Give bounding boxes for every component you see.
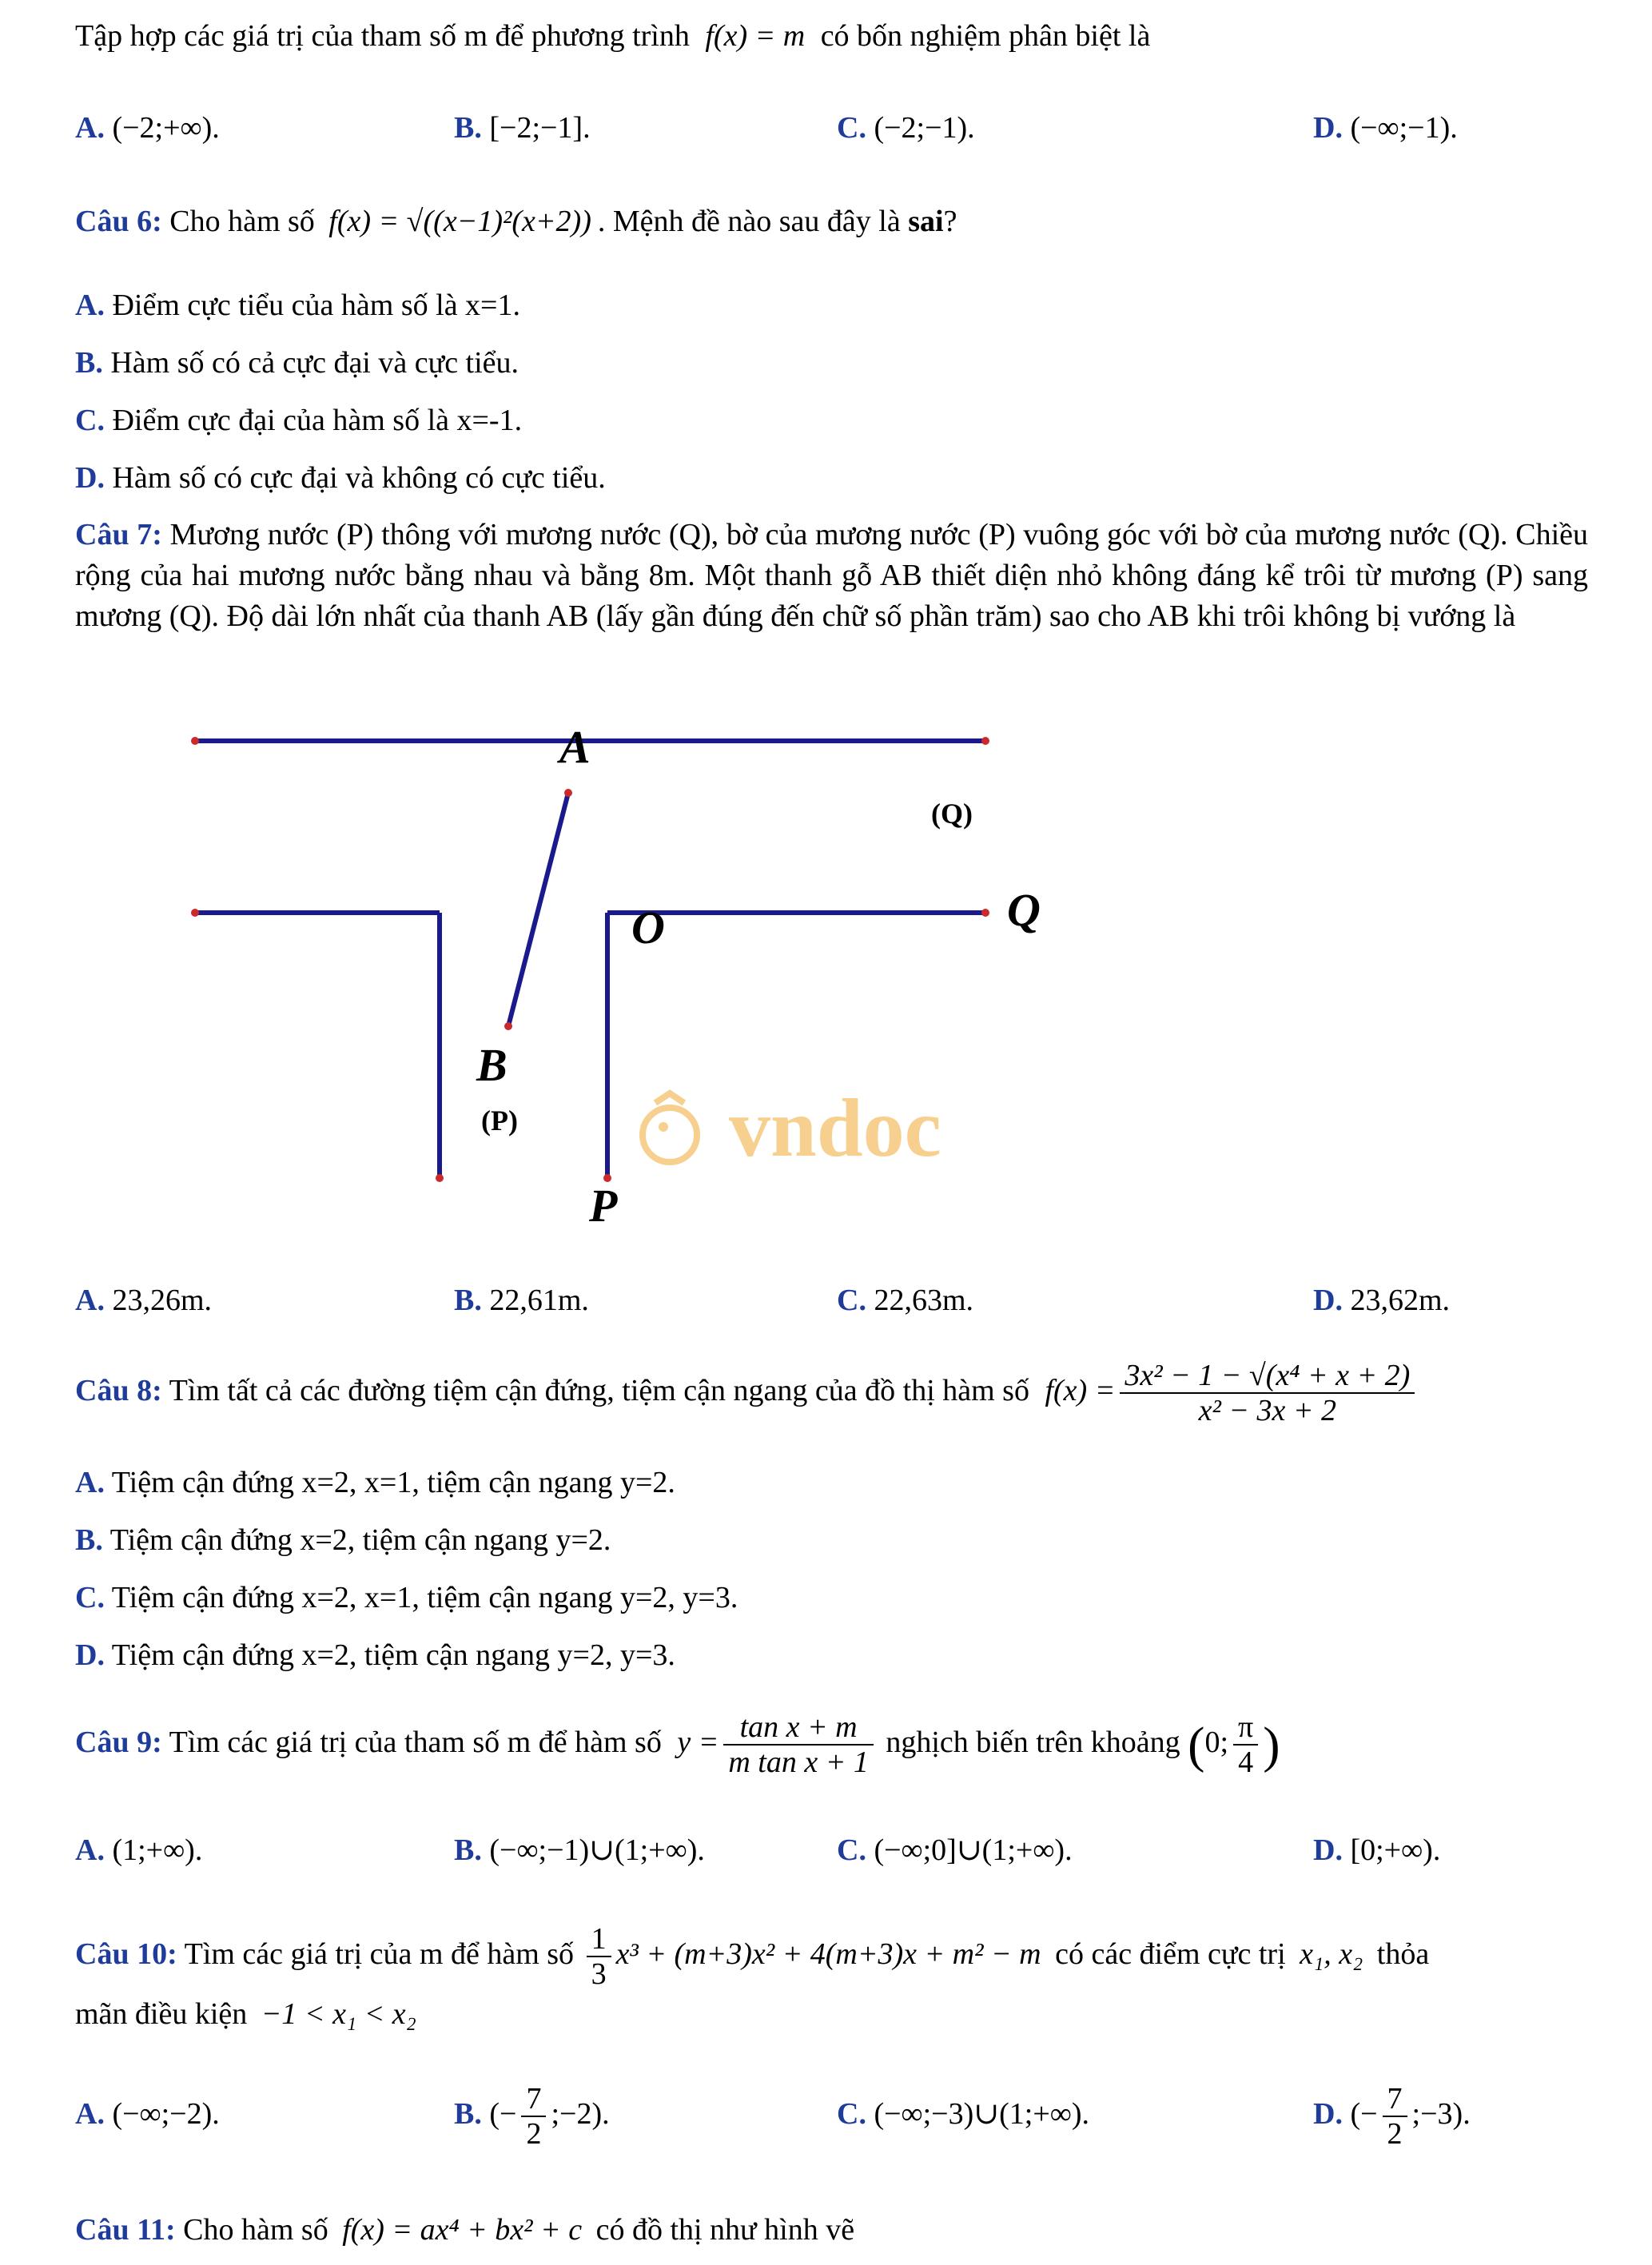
q10-line2: mãn điều kiện: [75, 1997, 248, 2031]
point-a-label: A: [559, 721, 591, 773]
point-q-label: Q: [1007, 884, 1041, 936]
watermark-text: vndoc: [729, 1082, 941, 1174]
q10-text: Tìm các giá trị của m để hàm số: [184, 1937, 575, 1971]
q7-canal-figure: [0, 703, 1652, 1263]
q5-option-d[interactable]: D. (−∞;−1).: [1313, 111, 1458, 145]
q10-mid: có các điểm cực trị: [1055, 1937, 1286, 1971]
q10-end: thỏa: [1376, 1937, 1430, 1971]
q6-function: f(x) = √((x−1)²(x+2)): [328, 205, 591, 238]
q7-paragraph: [75, 515, 1588, 637]
q9-option-c[interactable]: C. (−∞;0]∪(1;+∞).: [837, 1833, 1073, 1867]
q5-stem: Tập hợp các giá trị của tham số m để phương trình: [75, 19, 690, 53]
q7-label: Câu 7:: [75, 518, 162, 551]
q10-stem-line: [75, 1914, 1588, 1994]
q8-option-a[interactable]: A. Tiệm cận đứng x=2, x=1, tiệm cận ngang y=2.: [75, 1466, 675, 1499]
q6-mid: . Mệnh đề nào sau đây là: [597, 205, 901, 238]
canal-q-label: (Q): [931, 798, 973, 830]
q9-interval-num: π: [1233, 1710, 1258, 1746]
q10-option-d[interactable]: D. (− $\frac{7}{2}$ ;−3).: [1313, 2082, 1471, 2152]
q9-option-a[interactable]: A. (1;+∞).: [75, 1833, 203, 1867]
q9-stem-line: Câu 9: Tìm các giá trị của tham số m để hàm số y = $\frac{\text{tan x + m}}{\text{m tan x + 1}}$ nghịch biến trên khoảng (0; $\frac{\pi}{4}$ ): [75, 1710, 1280, 1780]
q10-vars: x₁, x₂: [1300, 1937, 1363, 1971]
q9-y-lhs: y =: [677, 1726, 719, 1759]
q9-mid: nghịch biến trên khoảng: [886, 1726, 1180, 1759]
q6-pre: Cho hàm số: [169, 205, 315, 238]
q7-option-d[interactable]: D. 23,62m.: [1313, 1284, 1451, 1317]
q9-label: Câu 9:: [75, 1726, 162, 1759]
q6-option-b[interactable]: B. Hàm số có cả cực đại và cực tiểu.: [75, 346, 519, 380]
q6-option-d[interactable]: D. Hàm số có cực đại và không có cực tiểu.: [75, 461, 606, 495]
watermark-mascot-icon: [643, 1108, 697, 1162]
q11-stem-line: [75, 2210, 1588, 2250]
q9-text: Tìm các giá trị của tham số m để hàm số: [169, 1726, 662, 1759]
q8-function-fraction: [1120, 1359, 1415, 1427]
q6-bold-word: sai: [908, 205, 944, 238]
q10-option-b[interactable]: B. (− $\frac{7}{2}$ ;−2).: [454, 2082, 610, 2152]
q9-numerator: tan x + m: [723, 1710, 874, 1746]
q7-option-a[interactable]: A. 23,26m.: [75, 1284, 213, 1317]
q11-label: Câu 11:: [75, 2213, 176, 2247]
q10-frac-num: 1: [587, 1922, 611, 1957]
q8-numerator: 3x² − 1 − √(x⁴ + x + 2): [1120, 1359, 1415, 1394]
q10-condition: −1 < x₁ < x₂: [261, 1997, 416, 2031]
point-o-label: O: [631, 902, 665, 953]
q9-option-b[interactable]: B. (−∞;−1)∪(1;+∞).: [454, 1833, 705, 1867]
q9-interval-fraction: [1233, 1710, 1258, 1779]
q10-option-c[interactable]: C. (−∞;−3)∪(1;+∞).: [837, 2097, 1089, 2131]
q10-option-a[interactable]: A. (−∞;−2).: [75, 2097, 220, 2131]
q7-option-b[interactable]: B. 22,61m.: [454, 1284, 589, 1317]
q10-frac-den: 3: [591, 1957, 607, 1992]
point-b-label: B: [476, 1039, 508, 1091]
q9-interval-left: 0;: [1204, 1726, 1229, 1759]
q10-fraction: [587, 1922, 611, 1991]
vndoc-watermark: [643, 1082, 941, 1174]
q5-option-c[interactable]: C. (−2;−1).: [837, 111, 975, 145]
q8-function-lhs: f(x) =: [1045, 1374, 1116, 1407]
q8-denominator: x² − 3x + 2: [1198, 1394, 1337, 1428]
q10-function-rest: x³ + (m+3)x² + 4(m+3)x + m² − m: [615, 1937, 1041, 1971]
q6-option-c[interactable]: C. Điểm cực đại của hàm số là x=-1.: [75, 404, 523, 437]
q10-label: Câu 10:: [75, 1937, 177, 1971]
q5-option-a[interactable]: A. (−2;+∞).: [75, 111, 220, 145]
q6-stem-line: [75, 201, 1588, 241]
log-ab: [508, 793, 568, 1026]
q8-option-b[interactable]: B. Tiệm cận đứng x=2, tiệm cận ngang y=2.: [75, 1523, 611, 1557]
q9-denominator: m tan x + 1: [728, 1746, 869, 1780]
q6-label: Câu 6:: [75, 205, 162, 238]
q8-option-c[interactable]: C. Tiệm cận đứng x=2, x=1, tiệm cận ngang y=2, y=3.: [75, 1581, 738, 1614]
q11-pre: Cho hàm số: [183, 2213, 328, 2247]
q5-equation: f(x) = m: [705, 19, 806, 53]
q6-end: ?: [943, 205, 957, 238]
q8-stem-line: [75, 1351, 1588, 1431]
q8-option-d[interactable]: D. Tiệm cận đứng x=2, tiệm cận ngang y=2, y=3.: [75, 1638, 675, 1672]
q11-post: có đồ thị như hình vẽ: [595, 2213, 855, 2247]
q5-option-b[interactable]: B. [−2;−1].: [454, 111, 591, 145]
q9-option-d[interactable]: D. [0;+∞).: [1313, 1833, 1441, 1867]
q9-interval-den: 4: [1238, 1746, 1254, 1780]
q11-function: f(x) = ax⁴ + bx² + c: [342, 2213, 583, 2247]
q8-label: Câu 8:: [75, 1374, 162, 1407]
q6-option-a[interactable]: A. Điểm cực tiểu của hàm số là x=1.: [75, 289, 520, 322]
q8-text: Tìm tất cả các đường tiệm cận đứng, tiệm cận ngang của đồ thị hàm số: [169, 1374, 1029, 1407]
canal-p-label: (P): [481, 1105, 518, 1136]
q5-stem-line: [75, 16, 1588, 56]
q10-condition-line: [75, 1994, 1588, 2034]
q7-text: Mương nước (P) thông với mương nước (Q), bờ của mương nước (P) vuông góc với bờ của mương nước (Q). Chiều rộng của hai mương nước bằng nhau và bằng 8m. Một thanh gỗ AB thiết diện nhỏ không đáng kể trôi từ mương (P) sang mương (Q). Độ dài lớn nhất của thanh AB (lấy gần đúng đến chữ số phần trăm) sao cho AB khi trôi không bị vướng là: [75, 518, 1588, 633]
q9-function-fraction: [723, 1710, 874, 1779]
q7-option-c[interactable]: C. 22,63m.: [837, 1284, 974, 1317]
q5-tail: có bốn nghiệm phân biệt là: [820, 19, 1151, 53]
point-p-label: P: [589, 1180, 618, 1232]
